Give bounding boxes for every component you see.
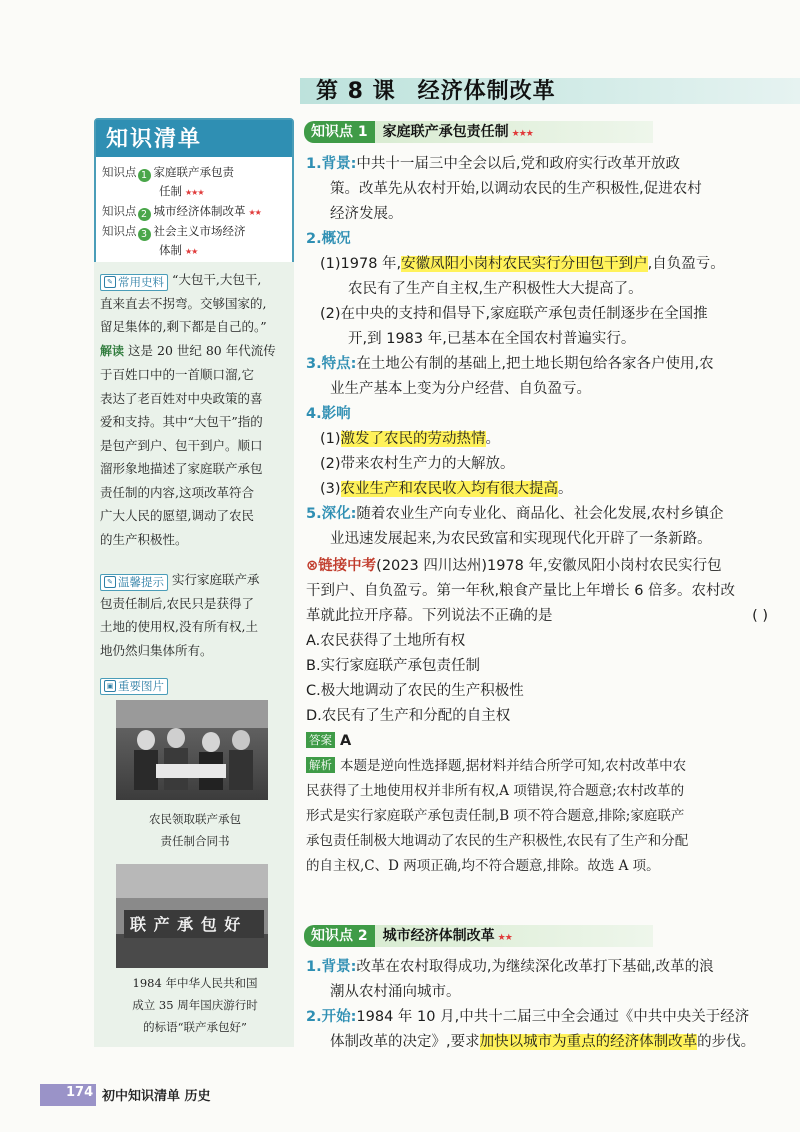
analysis-tag: 解析 [306,757,335,773]
kp2-header [304,925,653,947]
checklist-item[interactable]: 知识点 1 家庭联产承包责 任制 ★★★ [102,165,234,198]
note-icon: ✎ [104,276,116,288]
material-block: ✎ 常用史料 “大包干,大包干, 直来直去不拐弯。交够国家的, 留足集体的,剩下都是自己的。” 解读 这是 20 世纪 80 年代流传 于百姓口中的一首顺口溜,它 表达了老百姓对中央政策的喜 爱和支持。其中“大包干”指的 是包产到户、包干到户。顺口 溜形象地描述了家庭联产承包 责任制的内容,这项改革符合 广大人民的愿望,调动了农民 的生产积极性。 [100,272,276,547]
kp1-overview-label: 2.概况 [306,231,351,247]
sign-text: 联 产 承 包 好 [130,915,242,934]
material-tag: ✎ 常用史料 [100,274,168,291]
kp1-badge: 知识点 1 [304,121,375,143]
photo-caption-2: 1984 年中华人民共和国 成立 35 周年国庆游行时 的标语“联产承包好” [132,976,258,1034]
kp1-header [304,121,653,143]
link-icon: ⊗ [306,558,319,574]
analysis: 解析 本题是逆向性选择题,据材料并结合所学可知,农村改革中农 民获得了土地使用权并非所有权,A 项错误,符合题意;农村改革的 形式是实行家庭联产承包责任制,B 项不符合题意,排除;家庭联产 承包责任制极大地调动了农民的生产积极性,农民有了生产和分配 的自主权,C、D 两项正确,均不符合题意,排除。故选 A 项。 [306,758,689,874]
picture-tag: ▣ 重要图片 [100,678,168,695]
kp2-body: 1.背景:改革在农村取得成功,为继续深化改革打下基础,改革的浪 潮从农村涌向城市。 2.开始:1984 年 10 月,中共十二届三中全会通过《中共中央关于经济 体制改革的决定》,要求加快以城市为重点的经济体制改革的步伐。 [306,959,756,1050]
tip-tag: ✎ 温馨提示 [100,574,168,591]
checklist-heading: 知识清单 [96,120,292,157]
photo-parade-sign [116,864,268,968]
picture-block [100,672,290,696]
image-icon: ▣ [104,680,116,692]
page-number: 174 [66,1085,94,1100]
answer-paren: ( ) [752,608,768,624]
kp2-badge: 知识点 2 [304,925,375,947]
highlight: 激发了农民的劳动热情 [340,431,486,447]
kp1-background: 1.背景:中共十一届三中全会以后,党和政府实行改革开放政 [306,156,681,172]
answer-value: A [340,733,352,749]
photo-farmers-contract [116,700,268,800]
checklist-item[interactable]: 知识点 3 社会主义市场经济 体制 ★★ [102,224,246,257]
kp1-body: 1.背景:中共十一届三中全会以后,党和政府实行改革开放政 策。改革先从农村开始,以调动农民的生产积极性,促进农村 经济发展。 2.概况 (1)1978 年,安徽凤阳小岗村农民实行分田包干到户,自负盈亏。 农民有了生产自主权,生产积极性大大提高了。 (2)在中央的支持和倡导下,家庭联产承包责任制逐步在全国推 开,到 1983 年,已基本在全国农村普遍实行。 3.特点:在土地公有制的基础上,把土地长期包给各家各户使用,农 业生产基本上变为分户经营、自负盈亏。 4.影响 (1)激发了农民的劳动热情。 (2)带来农村生产力的大解放。 (3)农业生产和农民收入均有很大提高。 5.深化:随着农业生产向专业化、商品化、社会化发展,农村乡镇企 业迅速发展起来,为农民致富和实现现代化开辟了一条新路。 ⊗链接中考(2023 四川达州)1978 年,安徽凤阳小岗村农民实行包 干到户、自负盈亏。第一年秋,粮食产量比上年增长 6 倍多。农村改 革就此拉开序幕。下列说法不正确的是 ( ) A.农民获得了土地所有权 B.实行家庭联产承包责任制 C.极大地调动了农民的生产积极性 D.农民有了生产和分配的自主权 答案 A 解析 本题是逆向性选择题,据材料并结合所学可知,农村改革中农 民获得了土地使用权并非所有权,A 项错误,符合题意;农村改革的 形式是实行家庭联产承包责任制,B 项不符合题意,排除;家庭联产 承包责任制极大地调动了农民的生产积极性,农民有了生产和分配 的自主权,C、D 两项正确,均不符合题意,排除。故选 A 项。 [306,152,768,879]
tip-block: ✎ 温馨提示 实行家庭联产承 包责任制后,农民只是获得了 土地的使用权,没有所有权,土 地仍然归集体所有。 [100,572,260,658]
option-c[interactable]: C.极大地调动了农民的生产积极性 [306,683,524,699]
photo-caption-1: 农民领取联产承包 责任制合同书 [149,812,241,848]
highlight: 安徽凤阳小岗村农民实行分田包干到户 [401,256,648,272]
kp1-title: 家庭联产承包责任制 ★★★ [375,121,653,143]
exam-link-label: ⊗链接中考 [306,558,377,574]
footer-book-title: 初中知识清单 历史 [102,1089,211,1104]
answer-tag: 答案 [306,732,335,748]
option-a[interactable]: A.农民获得了土地所有权 [306,633,466,649]
highlight: 加快以城市为重点的经济体制改革 [479,1034,698,1050]
kp2-title: 城市经济体制改革 ★★ [375,925,653,947]
checklist-item[interactable]: 知识点 2 城市经济体制改革 ★★ [102,204,261,220]
option-b[interactable]: B.实行家庭联产承包责任制 [306,658,481,674]
option-d[interactable]: D.农民有了生产和分配的自主权 [306,708,511,724]
note-icon: ✎ [104,576,116,588]
lesson-title: 第 8 课 经济体制改革 [316,79,556,104]
knowledge-checklist [94,118,294,271]
highlight: 农业生产和农民收入均有很大提高 [340,481,559,497]
